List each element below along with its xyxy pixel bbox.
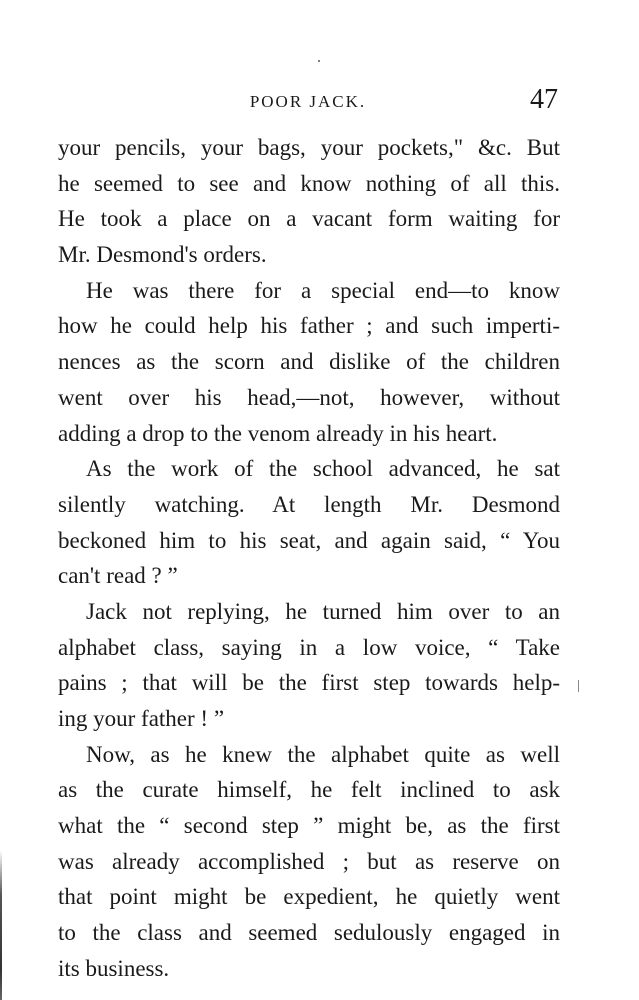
text-line: he seemed to see and know nothing of all this. [58, 170, 560, 196]
text-line: to the class and seemed sedulously engaged in [58, 920, 560, 946]
text-line: alphabet class, saying in a low voice, “ Take [58, 634, 560, 660]
paragraph [58, 273, 560, 451]
text-line: Now, as he knew the alphabet quite as well [86, 741, 560, 767]
text-line: how he could help his father ; and such imperti- [58, 313, 560, 339]
margin-mark [578, 680, 579, 692]
text-line: He took a place on a vacant form waiting for [58, 206, 560, 232]
text-line: As the work of the school advanced, he sat [86, 456, 560, 482]
body-text [58, 130, 560, 987]
text-line: went over his head,—not, however, without [58, 384, 560, 410]
text-line: silently watching. At length Mr. Desmond [58, 491, 560, 517]
text-line: its business. [58, 955, 170, 981]
text-line: pains ; that will be the first step towards help- [58, 670, 560, 696]
running-title: POOR JACK. [249, 92, 367, 111]
page-edge-mark [0, 850, 2, 1000]
text-line: Mr. Desmond's orders. [58, 242, 267, 268]
paragraph [58, 130, 560, 273]
text-line: as the curate himself, he felt inclined to ask [58, 777, 560, 803]
text-line: beckoned him to his seat, and again said, “ You [58, 527, 560, 553]
text-line: nences as the scorn and dislike of the children [58, 349, 560, 375]
paragraph [58, 594, 560, 737]
text-line: what the “ second step ” might be, as the first [58, 813, 560, 839]
text-line: He was there for a special end—to know [86, 277, 560, 303]
text-line: Jack not replying, he turned him over to an [86, 598, 560, 624]
page-header [58, 84, 558, 114]
text-line: ing your father ! ” [58, 706, 225, 731]
text-line: can't read ? ” [58, 563, 178, 589]
page-number: 47 [530, 84, 558, 115]
text-line: adding a drop to the venom already in his heart. [58, 420, 498, 446]
text-line: your pencils, your bags, your pockets," &c. But [58, 135, 560, 160]
text-line: that point might be expedient, he quietly went [58, 884, 560, 910]
paragraph [58, 451, 560, 594]
paragraph [58, 737, 560, 987]
print-speck [318, 60, 320, 62]
text-line: was already accomplished ; but as reserve on [58, 848, 560, 874]
